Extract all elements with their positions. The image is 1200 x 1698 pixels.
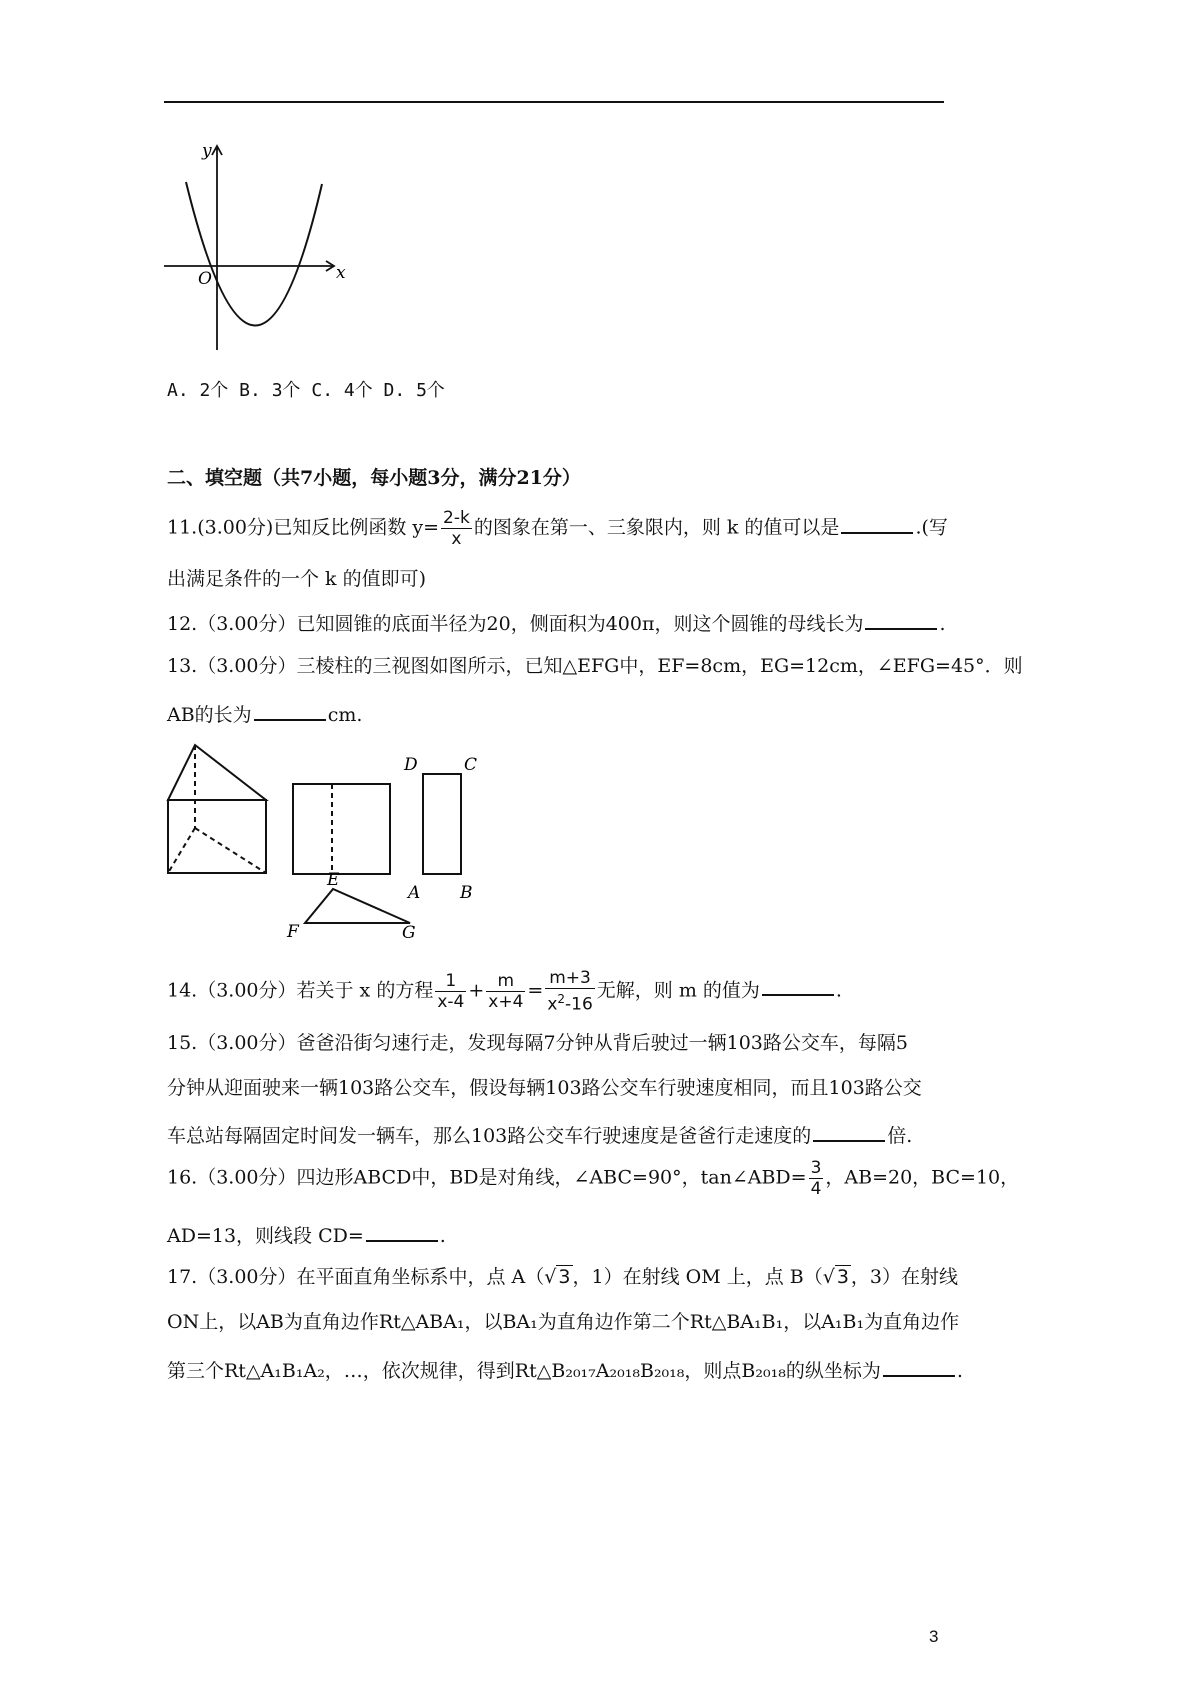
three-views-figure — [160, 738, 490, 948]
question-17-line3: 第三个Rt△A₁B₁A₂，…，依次规律，得到Rt△B₂₀₁₇A₂₀₁₈B₂₀₁₈，则点B₂₀₁₈的纵坐标为 . — [167, 1357, 963, 1382]
label-f: F — [287, 922, 299, 942]
question-15-line1: 15.（3.00分）爸爸沿街匀速行走，发现每隔7分钟从背后驶过一辆103路公交车，每隔5 — [167, 1032, 908, 1054]
question-17-line2: ON上，以AB为直角边作Rt△ABA₁，以BA₁为直角边作第二个Rt△BA₁B₁，以A₁B₁为直角边作 — [167, 1311, 960, 1333]
y-axis-label: y — [202, 141, 212, 161]
answer-blank[interactable] — [813, 1122, 885, 1142]
page-number: 3 — [929, 1627, 939, 1646]
question-11: 11.(3.00分)已知反比例函数 y= $\frac{2-k}{x}$ 的图象在第一、三象限内，则 k 的值可以是 .(写 — [167, 508, 948, 549]
x-axis-label: x — [336, 263, 346, 283]
question-17-line1: 17.（3.00分）在平面直角坐标系中，点 A（√ 3 ，1）在射线 OM 上，点 B（√ 3 ，3）在射线 — [167, 1266, 958, 1288]
fraction: $\frac{1}{x-4}$ — [437, 970, 465, 1012]
front-view — [293, 784, 390, 874]
side-view — [423, 774, 461, 874]
origin-label: O — [198, 269, 212, 289]
answer-blank[interactable] — [762, 976, 834, 996]
question-13-line1: 13.（3.00分）三棱柱的三视图如图所示，已知△EFG中，EF=8cm，EG=12cm，∠EFG=45°．则 — [167, 655, 1023, 677]
question-16: 16.（3.00分）四边形ABCD中，BD是对角线，∠ABC=90°，tan∠ABD= $\frac{3}{4}$ ，AB=20，BC=10， — [167, 1158, 1020, 1199]
fraction: $\frac{2-k}{x}$ — [443, 508, 470, 549]
question-14: 14.（3.00分）若关于 x 的方程 $\frac{1}{x-4}$ + $\frac{m}{x+4}$ = $\frac{m+3}{x^2-16}$ 无解，则 m 的值为 . — [167, 968, 842, 1015]
fraction: $\frac{3}{4}$ — [810, 1158, 822, 1199]
label-a: A — [408, 883, 421, 903]
label-e: E — [327, 870, 340, 890]
sqrt: √ 3 — [544, 1266, 571, 1288]
header-rule — [164, 101, 944, 103]
answer-blank[interactable] — [883, 1357, 955, 1377]
answer-blank[interactable] — [841, 514, 913, 534]
fraction: $\frac{m+3}{x^2-16}$ — [547, 968, 593, 1015]
fraction: $\frac{m}{x+4}$ — [488, 970, 524, 1012]
question-13-line2: AB的长为 cm. — [167, 701, 362, 726]
label-b: B — [460, 883, 473, 903]
answer-blank[interactable] — [865, 610, 937, 630]
question-16-line2: AD=13，则线段 CD= . — [167, 1222, 446, 1247]
question-12: 12.（3.00分）已知圆锥的底面半径为20，侧面积为400π，则这个圆锥的母线长为 . — [167, 610, 946, 635]
answer-blank[interactable] — [366, 1222, 438, 1242]
answer-blank[interactable] — [254, 701, 326, 721]
label-c: C — [464, 755, 478, 775]
question-15-line3: 车总站每隔固定时间发一辆车，那么103路公交车行驶速度是爸爸行走速度的 倍. — [167, 1122, 912, 1147]
prism-drawing — [168, 745, 266, 873]
label-d: D — [404, 755, 418, 775]
label-g: G — [402, 923, 416, 943]
sqrt: √ 3 — [822, 1266, 849, 1288]
triangle-efg — [305, 889, 410, 923]
question-15-line2: 分钟从迎面驶来一辆103路公交车，假设每辆103路公交车行驶速度相同，而且103路公交 — [167, 1077, 922, 1099]
answer-options: A. 2个 B. 3个 C. 4个 D. 5个 — [167, 380, 445, 401]
parabola-figure — [160, 138, 360, 358]
section-title: 二、填空题（共7小题，每小题3分，满分21分） — [167, 467, 581, 489]
question-11-line2: 出满足条件的一个 k 的值即可) — [167, 568, 427, 590]
